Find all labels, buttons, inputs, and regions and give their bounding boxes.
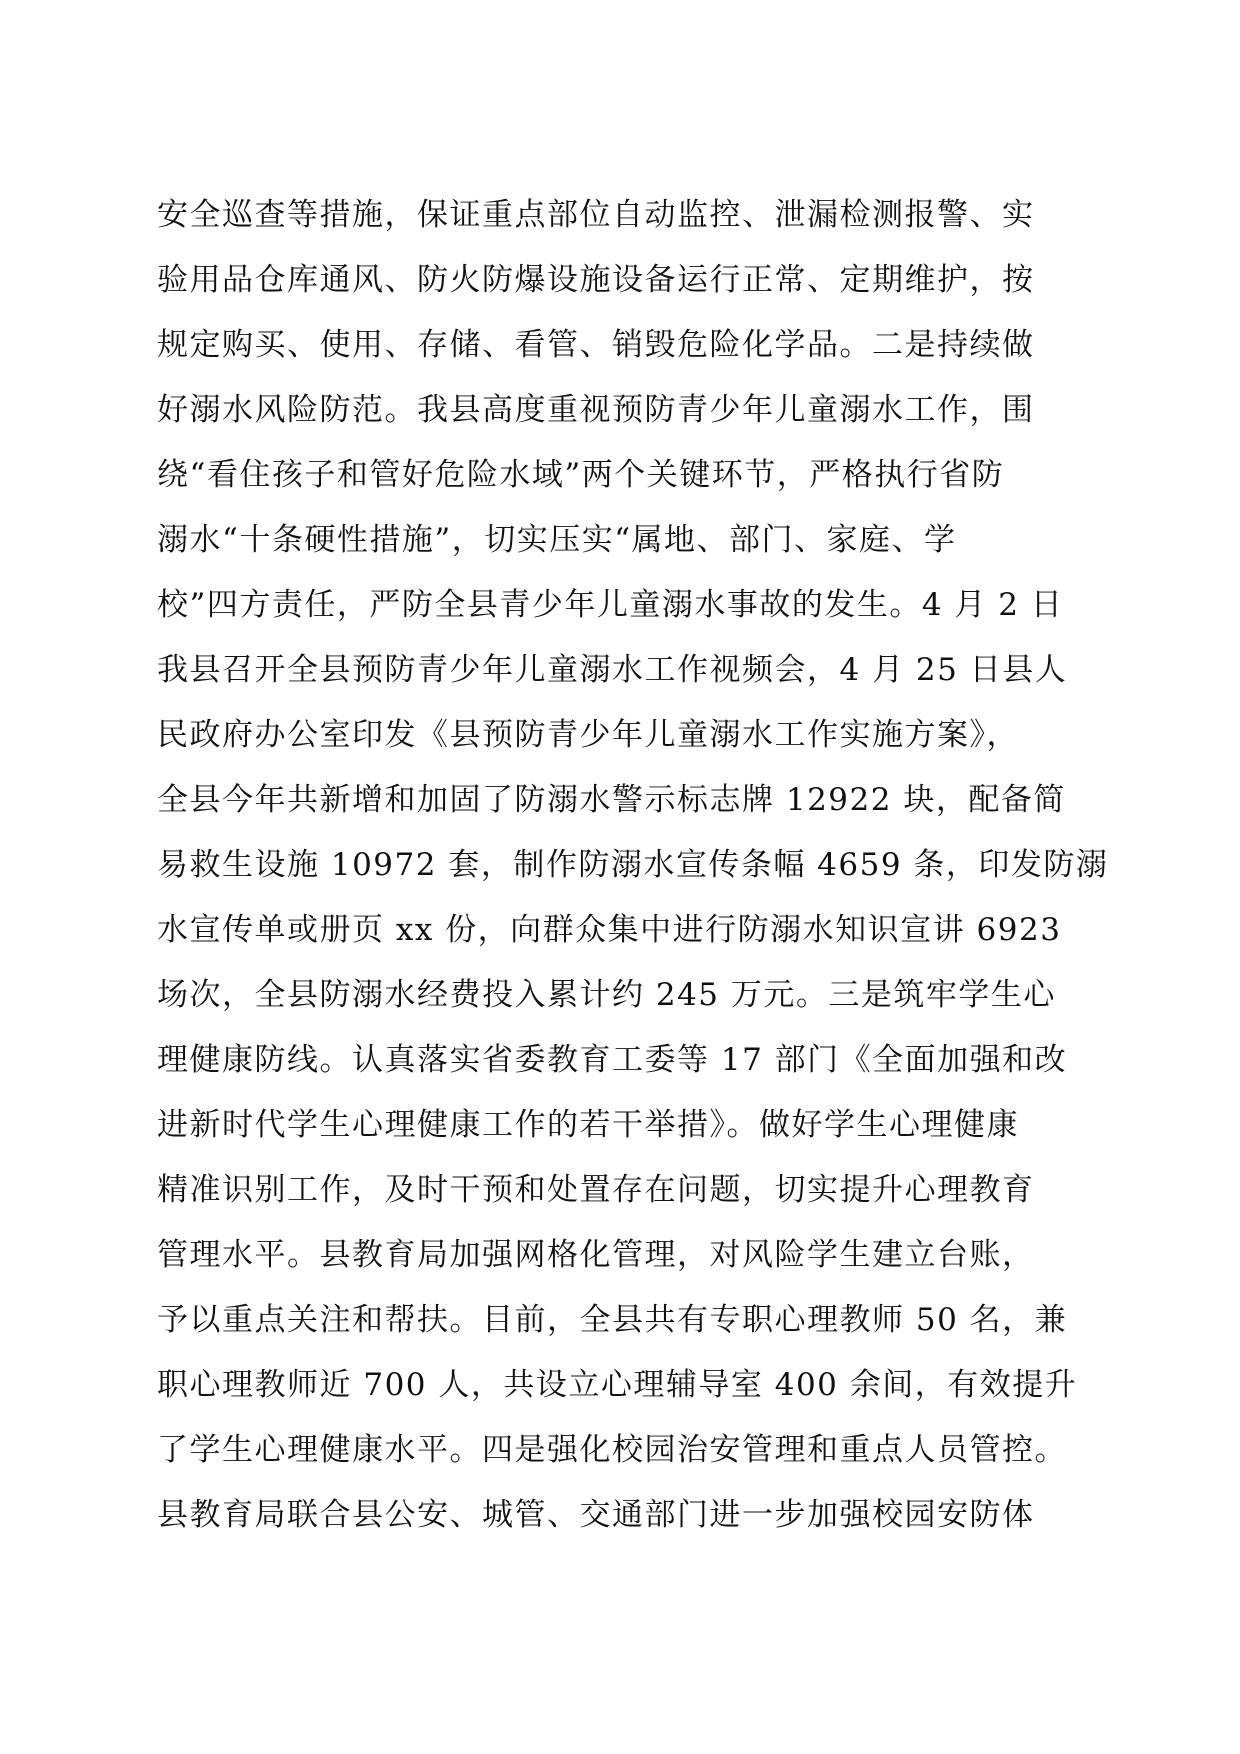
body-text [157, 183, 1117, 1548]
text-line-12: 水宣传单或册页 xx 份，向群众集中进行防溺水知识宣讲 6923 [157, 912, 1062, 948]
text-line-2: 验用品仓库通风、防火防爆设施设备运行正常、定期维护，按 [157, 262, 1035, 298]
text-line-11: 易救生设施 10972 套，制作防溺水宣传条幅 4659 条，印发防溺 [157, 847, 1109, 883]
text-line-14: 理健康防线。认真落实省委教育工委等 17 部门《全面加强和改 [157, 1042, 1068, 1078]
text-line-3: 规定购买、使用、存储、看管、销毁危险化学品。二是持续做 [157, 327, 1035, 363]
text-line-6: 溺水“十条硬性措施”，切实压实“属地、部门、家庭、学 [157, 522, 957, 558]
text-line-10: 全县今年共新增和加固了防溺水警示标志牌 12922 块，配备简 [157, 782, 1066, 818]
text-line-18: 予以重点关注和帮扶。目前，全县共有专职心理教师 50 名，兼 [157, 1302, 1068, 1338]
text-line-21: 县教育局联合县公安、城管、交通部门进一步加强校园安防体 [157, 1497, 1035, 1533]
text-line-13: 场次，全县防溺水经费投入累计约 245 万元。三是筑牢学生心 [157, 977, 1056, 1013]
text-line-16: 精准识别工作，及时干预和处置存在问题，切实提升心理教育 [157, 1172, 1035, 1208]
text-line-9: 民政府办公室印发《县预防青少年儿童溺水工作实施方案》， [157, 717, 1019, 753]
text-line-5: 绕“看住孩子和管好危险水域”两个关键环节，严格执行省防 [157, 457, 1005, 493]
text-line-1: 安全巡查等措施，保证重点部位自动监控、泄漏检测报警、实 [157, 197, 1035, 233]
text-line-8: 我县召开全县预防青少年儿童溺水工作视频会，4 月 25 日县人 [157, 652, 1068, 688]
text-line-19: 职心理教师近 700 人，共设立心理辅导室 400 余间，有效提升 [157, 1367, 1078, 1403]
text-line-15: 进新时代学生心理健康工作的若干举措》。做好学生心理健康 [157, 1107, 1019, 1143]
text-line-20: 了学生心理健康水平。四是强化校园治安管理和重点人员管控。 [157, 1432, 1067, 1468]
text-line-4: 好溺水风险防范。我县高度重视预防青少年儿童溺水工作，围 [157, 392, 1035, 428]
text-line-7: 校”四方责任，严防全县青少年儿童溺水事故的发生。4 月 2 日 [157, 587, 1064, 623]
text-line-17: 管理水平。县教育局加强网格化管理，对风险学生建立台账， [157, 1237, 1035, 1273]
